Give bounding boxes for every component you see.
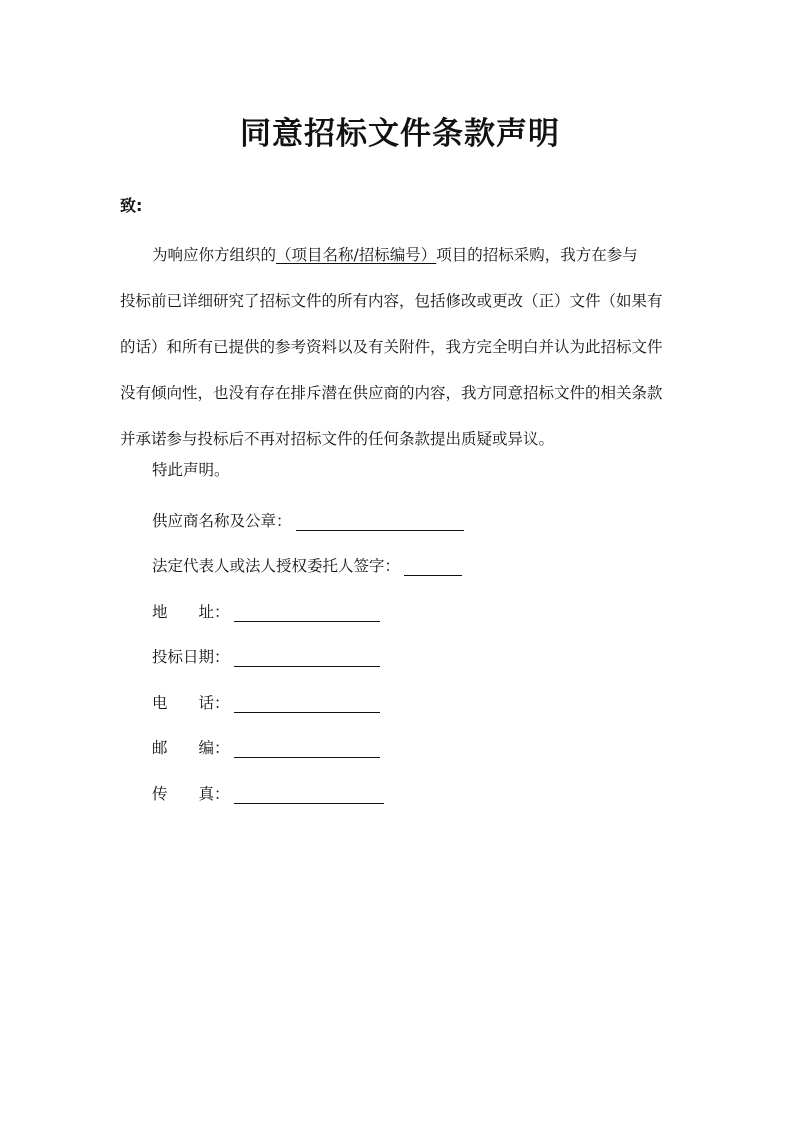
- representative-field: [152, 554, 462, 576]
- supplier-field: [152, 509, 464, 531]
- representative-blank: [404, 557, 462, 576]
- supplier-blank: [296, 512, 464, 531]
- fax-blank: [234, 785, 384, 804]
- address-label: 地 址：: [152, 603, 230, 621]
- project-name-placeholder: （项目名称/招标编号）: [276, 246, 437, 264]
- paragraph-line-2: 投标前已详细研究了招标文件的所有内容，包括修改或更改（正）文件（如果有: [120, 292, 663, 310]
- date-field: [152, 645, 380, 667]
- line1-suffix: 项目的招标采购，我方在参与: [436, 246, 638, 264]
- paragraph-line-1: [120, 232, 688, 278]
- paragraph-line-5: 并承诺参与投标后不再对招标文件的任何条款提出质疑或异议。: [120, 430, 555, 448]
- fax-label: 传 真：: [152, 785, 230, 803]
- salutation: 致:: [120, 196, 143, 215]
- date-label: 投标日期：: [152, 648, 230, 666]
- document-title: 同意招标文件条款声明: [240, 116, 560, 152]
- postcode-blank: [234, 739, 380, 758]
- declaration-paragraph: [120, 232, 688, 462]
- phone-blank: [234, 694, 380, 713]
- paragraph-line-4: 没有倾向性，也没有存在排斥潜在供应商的内容，我方同意招标文件的相关条款: [120, 384, 663, 402]
- address-blank: [234, 603, 380, 622]
- date-blank: [234, 648, 380, 667]
- supplier-label: 供应商名称及公章：: [152, 512, 292, 530]
- address-field: [152, 600, 380, 622]
- closing-statement: 特此声明。: [152, 461, 230, 479]
- postcode-label: 邮 编：: [152, 739, 230, 757]
- postcode-field: [152, 736, 380, 758]
- line1-prefix: 为响应你方组织的: [152, 246, 277, 264]
- phone-label: 电 话：: [152, 694, 230, 712]
- fax-field: [152, 782, 384, 804]
- paragraph-line-3: 的话）和所有已提供的参考资料以及有关附件，我方完全明白并认为此招标文件: [120, 338, 663, 356]
- phone-field: [152, 691, 380, 713]
- representative-label: 法定代表人或法人授权委托人签字：: [152, 557, 401, 575]
